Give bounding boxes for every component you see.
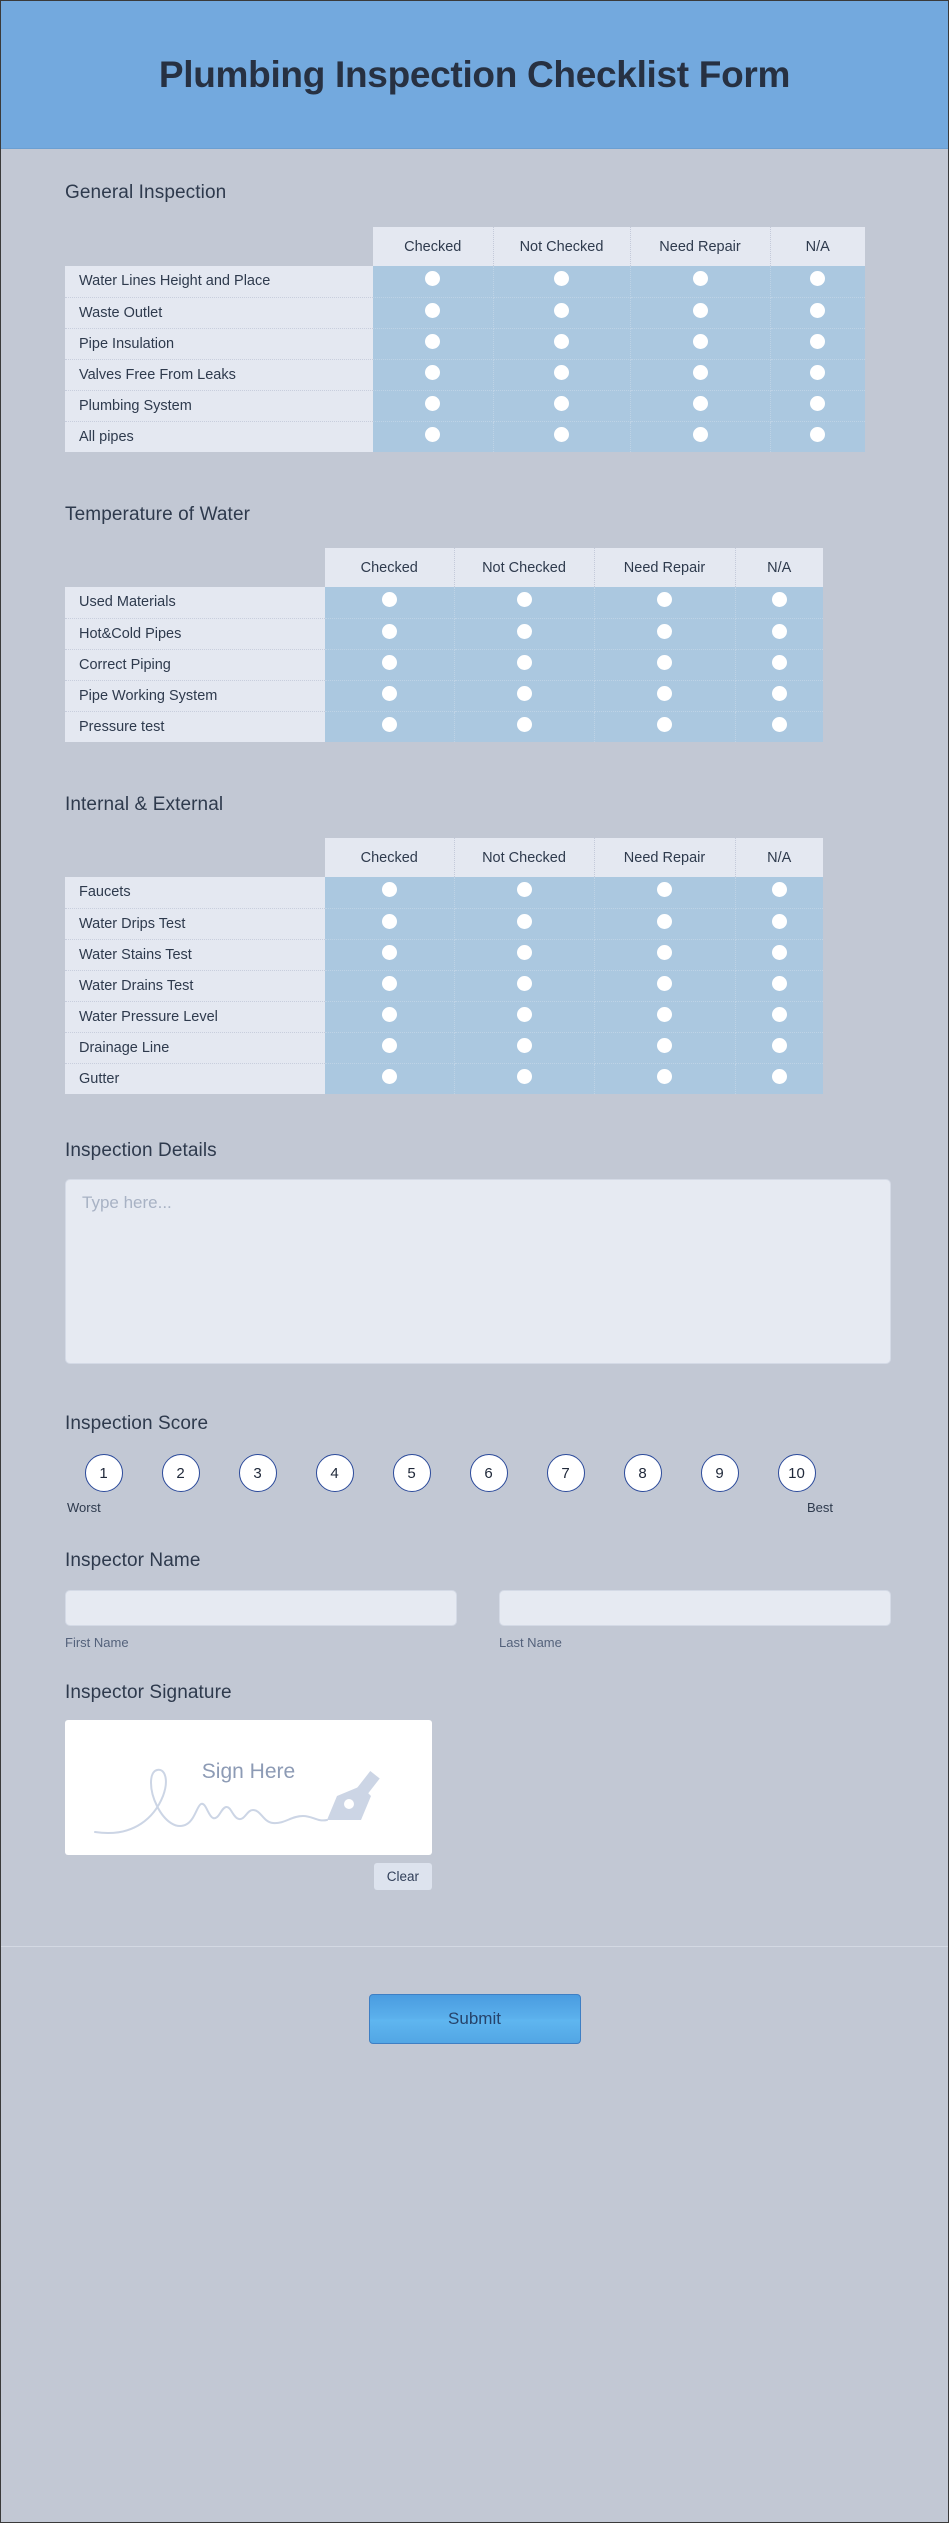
radio-cell-na[interactable] xyxy=(735,1032,823,1063)
radio-icon[interactable] xyxy=(382,624,397,639)
score-circle[interactable]: 5 xyxy=(393,1454,431,1492)
radio-cell-need-repair[interactable] xyxy=(594,587,735,618)
radio-icon[interactable] xyxy=(810,271,825,286)
radio-cell-na[interactable] xyxy=(770,297,865,328)
radio-cell-na[interactable] xyxy=(770,421,865,452)
matrix-header-row xyxy=(65,838,823,877)
radio-cell-need-repair[interactable] xyxy=(594,1032,735,1063)
section-inspector-name xyxy=(1,1515,948,1650)
row-label: Used Materials xyxy=(65,587,325,618)
radio-cell-checked[interactable] xyxy=(325,711,454,742)
radio-cell-not-checked[interactable] xyxy=(493,390,630,421)
radio-cell-na[interactable] xyxy=(735,1063,823,1094)
score-circle[interactable]: 9 xyxy=(701,1454,739,1492)
radio-icon[interactable] xyxy=(657,1038,672,1053)
radio-icon[interactable] xyxy=(382,1007,397,1022)
column-header-not-checked: Not Checked xyxy=(493,227,630,266)
radio-icon[interactable] xyxy=(693,334,708,349)
radio-icon[interactable] xyxy=(693,303,708,318)
row-label: Hot&Cold Pipes xyxy=(65,618,325,649)
matrix-corner-cell xyxy=(65,548,325,587)
radio-cell-need-repair[interactable] xyxy=(630,390,770,421)
radio-icon[interactable] xyxy=(810,365,825,380)
matrix-corner-cell xyxy=(65,227,373,266)
radio-cell-not-checked[interactable] xyxy=(454,649,594,680)
row-label: All pipes xyxy=(65,421,373,452)
first-name-input[interactable] xyxy=(65,1590,457,1626)
matrix-head xyxy=(65,548,823,587)
matrix-head xyxy=(65,838,823,877)
radio-cell-not-checked[interactable] xyxy=(454,1063,594,1094)
radio-icon[interactable] xyxy=(382,686,397,701)
radio-icon[interactable] xyxy=(810,334,825,349)
section-title: Temperature of Water xyxy=(65,504,251,525)
column-header-not-checked: Not Checked xyxy=(454,838,594,877)
score-option-8[interactable] xyxy=(604,1454,681,1515)
inspection-score-scale xyxy=(65,1454,948,1515)
inspection-details-textarea[interactable] xyxy=(65,1179,891,1364)
score-circle[interactable]: 7 xyxy=(547,1454,585,1492)
matrix-table-general xyxy=(65,227,865,452)
section-title: General Inspection xyxy=(65,182,227,203)
table-row xyxy=(65,1001,823,1032)
radio-cell-need-repair[interactable] xyxy=(630,421,770,452)
radio-cell-na[interactable] xyxy=(770,328,865,359)
radio-icon[interactable] xyxy=(693,365,708,380)
radio-icon[interactable] xyxy=(657,945,672,960)
row-label: Waste Outlet xyxy=(65,297,373,328)
radio-icon[interactable] xyxy=(810,303,825,318)
row-label: Plumbing System xyxy=(65,390,373,421)
radio-cell-not-checked[interactable] xyxy=(493,359,630,390)
footer-region xyxy=(1,1946,948,2044)
radio-icon[interactable] xyxy=(657,882,672,897)
table-row xyxy=(65,328,865,359)
radio-icon[interactable] xyxy=(772,717,787,732)
radio-icon[interactable] xyxy=(657,1069,672,1084)
radio-icon[interactable] xyxy=(517,882,532,897)
signature-pad[interactable] xyxy=(65,1720,432,1855)
radio-icon[interactable] xyxy=(772,592,787,607)
score-circle[interactable]: 3 xyxy=(239,1454,277,1492)
radio-icon[interactable] xyxy=(425,396,440,411)
radio-cell-need-repair[interactable] xyxy=(594,618,735,649)
score-circle[interactable]: 8 xyxy=(624,1454,662,1492)
radio-cell-na[interactable] xyxy=(735,649,823,680)
radio-cell-need-repair[interactable] xyxy=(594,1001,735,1032)
matrix-body xyxy=(65,266,865,452)
column-header-na: N/A xyxy=(735,838,823,877)
last-name-sublabel: Last Name xyxy=(499,1635,562,1650)
radio-icon[interactable] xyxy=(772,1007,787,1022)
matrix-table-internal-external xyxy=(65,838,823,1094)
radio-icon[interactable] xyxy=(772,624,787,639)
score-circle[interactable]: 6 xyxy=(470,1454,508,1492)
radio-cell-checked[interactable] xyxy=(373,328,493,359)
radio-icon[interactable] xyxy=(554,427,569,442)
signature-clear-row xyxy=(65,1863,432,1890)
row-label: Faucets xyxy=(65,877,325,908)
radio-icon[interactable] xyxy=(425,303,440,318)
radio-icon[interactable] xyxy=(554,334,569,349)
column-header-na: N/A xyxy=(770,227,865,266)
radio-cell-na[interactable] xyxy=(735,1001,823,1032)
radio-cell-not-checked[interactable] xyxy=(454,1032,594,1063)
row-label: Drainage Line xyxy=(65,1032,325,1063)
table-row xyxy=(65,970,823,1001)
last-name-field-group xyxy=(499,1590,891,1650)
radio-icon[interactable] xyxy=(425,365,440,380)
score-option-10[interactable] xyxy=(758,1454,835,1515)
radio-icon[interactable] xyxy=(517,976,532,991)
score-low-label: Worst xyxy=(67,1500,101,1515)
row-label: Water Drains Test xyxy=(65,970,325,1001)
radio-cell-not-checked[interactable] xyxy=(454,680,594,711)
submit-button[interactable]: Submit xyxy=(369,1994,581,2044)
radio-cell-checked[interactable] xyxy=(325,1032,454,1063)
score-high-label: Best xyxy=(806,1500,833,1515)
radio-cell-not-checked[interactable] xyxy=(454,1001,594,1032)
radio-cell-not-checked[interactable] xyxy=(454,939,594,970)
radio-cell-na[interactable] xyxy=(735,587,823,618)
row-label: Pipe Insulation xyxy=(65,328,373,359)
radio-cell-checked[interactable] xyxy=(325,618,454,649)
section-inspection-details xyxy=(1,1094,948,1369)
column-header-checked: Checked xyxy=(325,548,454,587)
radio-cell-na[interactable] xyxy=(735,939,823,970)
row-label: Water Stains Test xyxy=(65,939,325,970)
row-label: Gutter xyxy=(65,1063,325,1094)
radio-cell-need-repair[interactable] xyxy=(594,970,735,1001)
radio-icon[interactable] xyxy=(382,1069,397,1084)
radio-icon[interactable] xyxy=(772,655,787,670)
radio-icon[interactable] xyxy=(693,396,708,411)
first-name-sublabel: First Name xyxy=(65,1635,129,1650)
radio-cell-need-repair[interactable] xyxy=(594,711,735,742)
radio-icon[interactable] xyxy=(517,1069,532,1084)
radio-icon[interactable] xyxy=(772,1038,787,1053)
matrix-body xyxy=(65,877,823,1094)
table-row xyxy=(65,266,865,297)
table-row xyxy=(65,649,823,680)
score-circle[interactable]: 2 xyxy=(162,1454,200,1492)
section-title: Internal & External xyxy=(65,794,224,815)
row-label: Pipe Working System xyxy=(65,680,325,711)
table-row xyxy=(65,908,823,939)
radio-cell-checked[interactable] xyxy=(325,649,454,680)
table-row xyxy=(65,1032,823,1063)
radio-icon[interactable] xyxy=(425,427,440,442)
table-row xyxy=(65,587,823,618)
radio-cell-not-checked[interactable] xyxy=(493,266,630,297)
inspector-signature-label: Inspector Signature xyxy=(65,1682,232,1703)
table-row xyxy=(65,421,865,452)
radio-icon[interactable] xyxy=(657,592,672,607)
score-circle[interactable]: 1 xyxy=(85,1454,123,1492)
score-option-7[interactable] xyxy=(527,1454,604,1515)
radio-icon[interactable] xyxy=(657,1007,672,1022)
column-header-need-repair: Need Repair xyxy=(594,838,735,877)
radio-icon[interactable] xyxy=(425,271,440,286)
radio-cell-na[interactable] xyxy=(735,618,823,649)
inspector-name-row xyxy=(65,1590,948,1650)
radio-cell-not-checked[interactable] xyxy=(454,908,594,939)
radio-icon[interactable] xyxy=(517,686,532,701)
radio-icon[interactable] xyxy=(554,396,569,411)
radio-cell-not-checked[interactable] xyxy=(454,970,594,1001)
matrix-body xyxy=(65,587,823,742)
radio-cell-checked[interactable] xyxy=(325,1063,454,1094)
row-label: Water Drips Test xyxy=(65,908,325,939)
matrix-header-row xyxy=(65,548,823,587)
radio-cell-not-checked[interactable] xyxy=(493,297,630,328)
row-label: Water Pressure Level xyxy=(65,1001,325,1032)
radio-cell-checked[interactable] xyxy=(373,359,493,390)
radio-cell-na[interactable] xyxy=(770,359,865,390)
radio-icon[interactable] xyxy=(382,1038,397,1053)
section-general-inspection xyxy=(1,149,948,452)
radio-cell-need-repair[interactable] xyxy=(594,877,735,908)
inspection-score-label: Inspection Score xyxy=(65,1413,209,1434)
matrix-header-row xyxy=(65,227,865,266)
matrix-table-temperature xyxy=(65,548,823,742)
radio-cell-checked[interactable] xyxy=(325,970,454,1001)
page-title: Plumbing Inspection Checklist Form xyxy=(158,53,791,95)
score-option-6[interactable] xyxy=(450,1454,527,1515)
radio-icon[interactable] xyxy=(382,945,397,960)
signature-placeholder-graphic xyxy=(65,1720,432,1855)
radio-cell-checked[interactable] xyxy=(325,587,454,618)
radio-icon[interactable] xyxy=(517,655,532,670)
radio-icon[interactable] xyxy=(772,945,787,960)
radio-icon[interactable] xyxy=(382,655,397,670)
row-label: Valves Free From Leaks xyxy=(65,359,373,390)
radio-cell-checked[interactable] xyxy=(373,421,493,452)
column-header-not-checked: Not Checked xyxy=(454,548,594,587)
radio-icon[interactable] xyxy=(517,945,532,960)
radio-cell-na[interactable] xyxy=(735,711,823,742)
radio-icon[interactable] xyxy=(382,914,397,929)
column-header-need-repair: Need Repair xyxy=(594,548,735,587)
submit-button-wrap xyxy=(1,1994,948,2044)
score-option-9[interactable] xyxy=(681,1454,758,1515)
matrix-head xyxy=(65,227,865,266)
radio-cell-not-checked[interactable] xyxy=(493,328,630,359)
matrix-corner-cell xyxy=(65,838,325,877)
radio-icon[interactable] xyxy=(382,717,397,732)
score-option-3[interactable] xyxy=(219,1454,296,1515)
radio-icon[interactable] xyxy=(693,427,708,442)
table-row xyxy=(65,877,823,908)
radio-icon[interactable] xyxy=(810,427,825,442)
last-name-input[interactable] xyxy=(499,1590,891,1626)
radio-cell-checked[interactable] xyxy=(325,1001,454,1032)
table-row xyxy=(65,618,823,649)
radio-icon[interactable] xyxy=(657,624,672,639)
inspection-details-label: Inspection Details xyxy=(65,1140,217,1161)
score-circle[interactable]: 4 xyxy=(316,1454,354,1492)
radio-cell-na[interactable] xyxy=(735,908,823,939)
radio-cell-need-repair[interactable] xyxy=(594,1063,735,1094)
radio-cell-checked[interactable] xyxy=(373,390,493,421)
radio-cell-na[interactable] xyxy=(770,266,865,297)
radio-icon[interactable] xyxy=(554,303,569,318)
radio-icon[interactable] xyxy=(517,1007,532,1022)
radio-cell-na[interactable] xyxy=(735,970,823,1001)
column-header-checked: Checked xyxy=(373,227,493,266)
radio-cell-need-repair[interactable] xyxy=(594,649,735,680)
radio-icon[interactable] xyxy=(554,365,569,380)
radio-icon[interactable] xyxy=(517,1038,532,1053)
radio-icon[interactable] xyxy=(517,592,532,607)
radio-cell-need-repair[interactable] xyxy=(630,297,770,328)
radio-icon[interactable] xyxy=(772,882,787,897)
radio-icon[interactable] xyxy=(772,686,787,701)
radio-cell-na[interactable] xyxy=(735,680,823,711)
radio-icon[interactable] xyxy=(772,914,787,929)
first-name-field-group xyxy=(65,1590,457,1650)
radio-cell-na[interactable] xyxy=(735,877,823,908)
radio-cell-not-checked[interactable] xyxy=(454,587,594,618)
radio-icon[interactable] xyxy=(657,686,672,701)
radio-icon[interactable] xyxy=(657,914,672,929)
radio-icon[interactable] xyxy=(772,976,787,991)
radio-cell-need-repair[interactable] xyxy=(594,908,735,939)
radio-icon[interactable] xyxy=(657,976,672,991)
radio-icon[interactable] xyxy=(693,271,708,286)
radio-cell-not-checked[interactable] xyxy=(454,618,594,649)
radio-cell-checked[interactable] xyxy=(325,680,454,711)
table-row xyxy=(65,711,823,742)
radio-icon[interactable] xyxy=(657,717,672,732)
radio-icon[interactable] xyxy=(772,1069,787,1084)
radio-icon[interactable] xyxy=(382,976,397,991)
inspector-name-label: Inspector Name xyxy=(65,1550,201,1571)
radio-cell-checked[interactable] xyxy=(325,908,454,939)
score-option-5[interactable] xyxy=(373,1454,450,1515)
radio-icon[interactable] xyxy=(517,717,532,732)
radio-cell-need-repair[interactable] xyxy=(594,680,735,711)
radio-cell-not-checked[interactable] xyxy=(454,877,594,908)
radio-cell-checked[interactable] xyxy=(325,877,454,908)
section-temperature-of-water xyxy=(1,452,948,742)
radio-cell-need-repair[interactable] xyxy=(630,328,770,359)
radio-cell-not-checked[interactable] xyxy=(454,711,594,742)
radio-cell-need-repair[interactable] xyxy=(594,939,735,970)
radio-cell-na[interactable] xyxy=(770,390,865,421)
radio-icon[interactable] xyxy=(517,914,532,929)
radio-icon[interactable] xyxy=(554,271,569,286)
radio-cell-need-repair[interactable] xyxy=(630,266,770,297)
radio-cell-checked[interactable] xyxy=(325,939,454,970)
table-row xyxy=(65,939,823,970)
column-header-checked: Checked xyxy=(325,838,454,877)
table-row xyxy=(65,390,865,421)
section-internal-external xyxy=(1,742,948,1094)
form-header xyxy=(1,1,948,149)
score-circle[interactable]: 10 xyxy=(778,1454,816,1492)
row-label: Water Lines Height and Place xyxy=(65,266,373,297)
score-option-1[interactable] xyxy=(65,1454,142,1515)
table-row xyxy=(65,1063,823,1094)
radio-icon[interactable] xyxy=(382,882,397,897)
column-header-need-repair: Need Repair xyxy=(630,227,770,266)
clear-signature-button[interactable]: Clear xyxy=(374,1863,432,1890)
section-inspection-score xyxy=(1,1369,948,1515)
column-header-na: N/A xyxy=(735,548,823,587)
score-option-4[interactable] xyxy=(296,1454,373,1515)
table-row xyxy=(65,297,865,328)
section-inspector-signature xyxy=(1,1650,948,1890)
radio-cell-checked[interactable] xyxy=(373,266,493,297)
signature-hint-text: Sign Here xyxy=(201,1760,296,1783)
radio-icon[interactable] xyxy=(425,334,440,349)
table-row xyxy=(65,680,823,711)
radio-cell-checked[interactable] xyxy=(373,297,493,328)
radio-icon[interactable] xyxy=(810,396,825,411)
row-label: Correct Piping xyxy=(65,649,325,680)
table-row xyxy=(65,359,865,390)
footer-divider xyxy=(1,1946,948,1947)
row-label: Pressure test xyxy=(65,711,325,742)
radio-cell-need-repair[interactable] xyxy=(630,359,770,390)
radio-cell-not-checked[interactable] xyxy=(493,421,630,452)
radio-icon[interactable] xyxy=(382,592,397,607)
score-option-2[interactable] xyxy=(142,1454,219,1515)
radio-icon[interactable] xyxy=(657,655,672,670)
pen-nib-icon xyxy=(327,1771,380,1820)
radio-icon[interactable] xyxy=(517,624,532,639)
